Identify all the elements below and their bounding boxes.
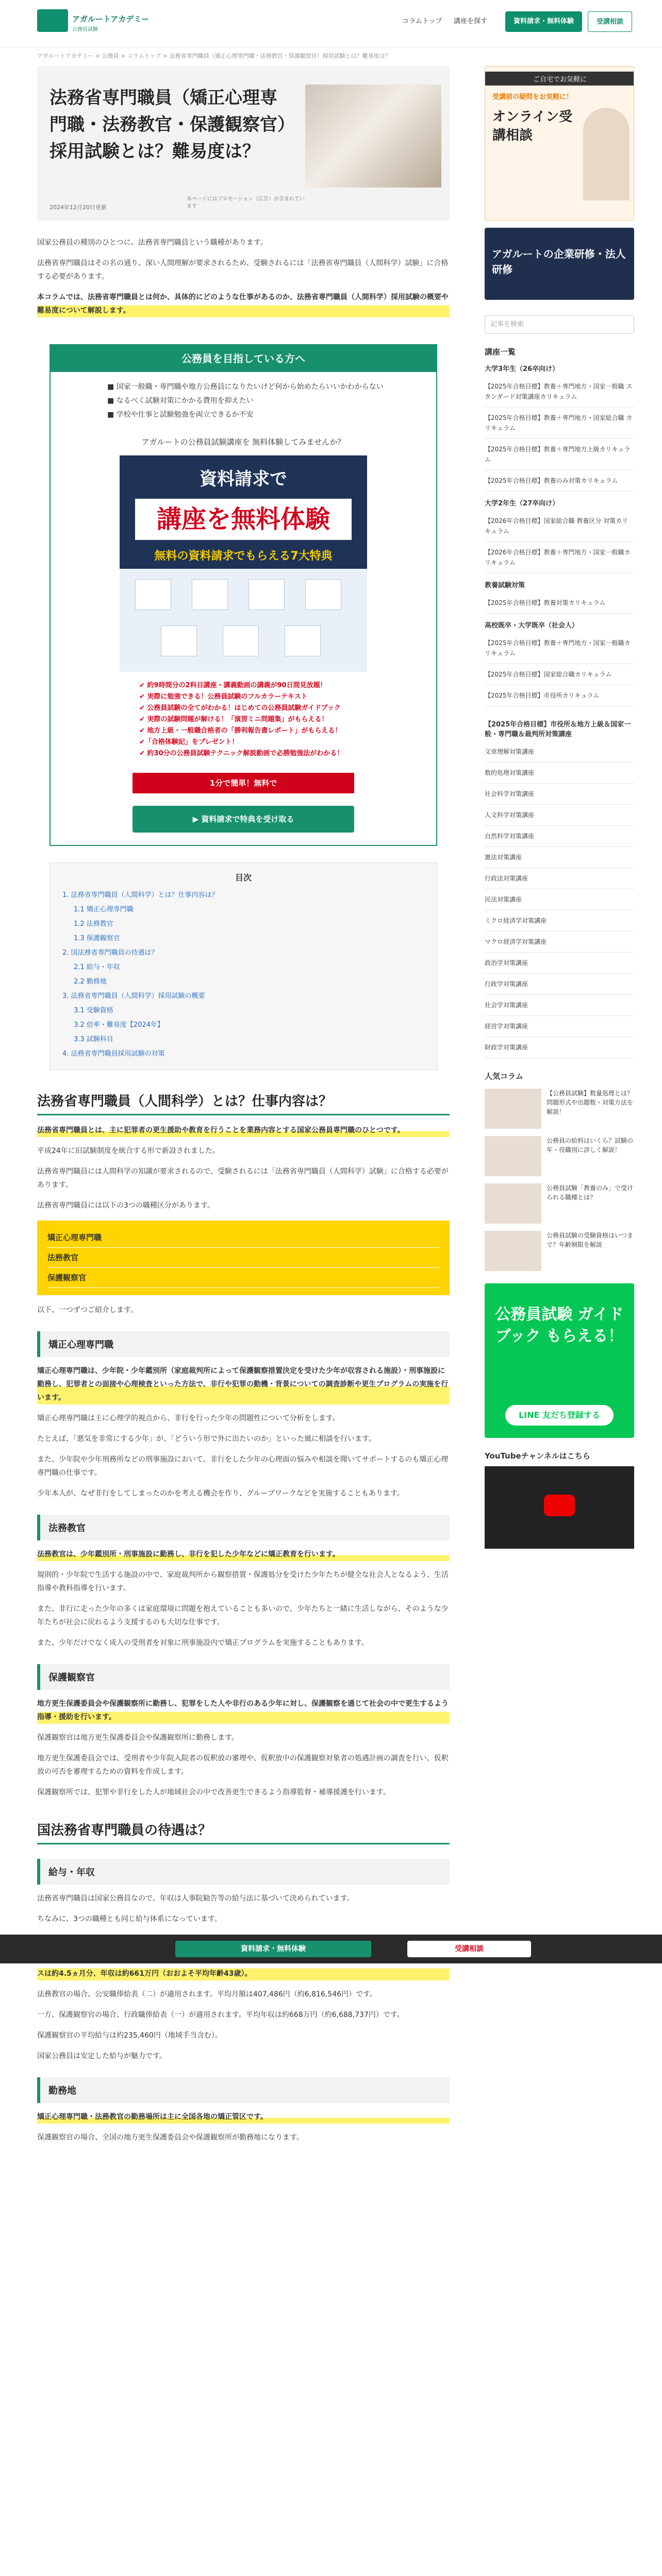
course-link[interactable]: 行政法対策講座	[485, 868, 634, 889]
course-link[interactable]: 【2026年合格目標】教養＋専門地方・国家一般職カリキュラム	[485, 542, 634, 573]
subsection-heading: 矯正心理専門職	[37, 1331, 450, 1357]
course-link[interactable]: ミクロ経済学対策講座	[485, 910, 634, 931]
benefit-item: ✔ 約9時間分の2科目講座・講義動画の講義が90日間見放題！	[139, 682, 327, 689]
popular-title: 【公務員試験】数量処理とは？問題形式や出題数・対策方法を解説！	[547, 1090, 634, 1115]
course-link[interactable]: 【2026年合格目標】国家総合職 教養区分 対策カリキュラム	[485, 511, 634, 542]
toc-item[interactable]: 4. 法務省専門職員採用試験の対策	[62, 1050, 165, 1058]
subsection-heading: 給与・年収	[37, 1859, 450, 1885]
list-item: 法務教官	[47, 1248, 439, 1268]
paragraph: 保護観察所では、犯罪や非行をした人が地域社会の中で改善更生できるよう指導監督・補導援護を行います。	[37, 1788, 390, 1797]
promo-heading: 公務員を目指している方へ	[51, 345, 436, 372]
course-link[interactable]: 【2025年合格目標】教養＋専門地方・国家一般職カリキュラム	[485, 633, 634, 664]
toc-item[interactable]: 3.2 倍率・難易度【2024年】	[74, 1021, 164, 1029]
course-link[interactable]: 【2025年合格目標】教養のみ対策カリキュラム	[485, 470, 634, 492]
paragraph: また、非行に走った少年の多くは家庭環境に問題を抱えていることも多いので、少年たちと一緒に生活しながら、そのような少年たちが社会に戻れるよう支援するのも大切な仕事です。	[37, 1605, 449, 1626]
course-link[interactable]: 人文科学対策講座	[485, 805, 634, 826]
subsection-heading: 勤務地	[37, 2077, 450, 2103]
updated-date: 2024年12月20日更新	[49, 204, 107, 211]
paragraph: 地方更生保護委員会では、受刑者や少年院入院者の仮釈放の審理や、仮釈放中の保護観察対象者の処遇計画の調査を行い、仮釈放の可否を審理するための資料を作成します。	[37, 1754, 449, 1776]
site-logo-text[interactable]: アガルートアカデミー	[72, 14, 150, 24]
course-list-heading: 講座一覧	[485, 347, 516, 357]
line-banner[interactable]	[485, 1283, 634, 1438]
popular-item[interactable]	[485, 1089, 634, 1129]
paragraph: また、少年院や少年刑務所などの刑事施設において、非行をした少年の心理面の悩みや相談を聞いてサポートするのも矯正心理専門職の仕事です。	[37, 1455, 449, 1477]
course-link[interactable]: 【2025年合格目標】教養対策カリキュラム	[485, 592, 634, 614]
cta-small-label: 1分で簡単！無料で	[133, 773, 354, 793]
toc-item[interactable]: 1.2 法務教官	[74, 920, 113, 928]
thumbnail	[485, 1183, 541, 1224]
course-link[interactable]: 文章理解対策講座	[485, 741, 634, 762]
category-title: 高校既卒・大学既卒（社会人）	[485, 622, 579, 630]
banner-lead: 受講前の疑問をお気軽に！	[492, 93, 573, 101]
popular-item[interactable]	[485, 1231, 634, 1271]
course-link[interactable]: 政治学対策講座	[485, 953, 634, 974]
site-header	[0, 0, 662, 47]
toc-item[interactable]: 2.2 勤務地	[74, 978, 107, 986]
corp-title: アガルートの企業研修・法人研修	[492, 248, 626, 276]
nav-find-course[interactable]: 講座を探す	[454, 18, 488, 25]
category-title: 教養試験対策	[485, 582, 525, 589]
intro-paragraph: 本コラムでは、法務省専門職員とは何か、具体的にどのような仕事があるのか、法務省専門職員（人間科学）採用試験の概要や難易度について解説します。	[37, 291, 450, 317]
paragraph: 矯正心理専門職は主に心理学的視点から、非行を行った少年の問題性について分析をします。	[37, 1414, 340, 1422]
popular-item[interactable]	[485, 1136, 634, 1176]
search-input[interactable]: 記事を検索	[485, 315, 634, 334]
cta-request-button[interactable]: ▶ 資料請求で特典を受け取る	[133, 806, 354, 833]
job-type-list	[37, 1221, 450, 1295]
course-link[interactable]: 行政学対策講座	[485, 974, 634, 995]
paragraph: 矯正心理専門職・法務教官の勤務場所は主に全国各地の矯正管区です。	[37, 2110, 450, 2124]
benefit-item: ✔「合格体験記」をプレゼント！	[139, 738, 239, 746]
course-link[interactable]: 憲法対策講座	[485, 847, 634, 868]
benefit-item: ✔ 約30分の公務員試験テクニック解説動画で必勝勉強法がわかる！	[139, 750, 344, 757]
paragraph: 法務省専門職員は国家公務員なので、年収は人事院勧告等の給与法に基づいて決められています。	[37, 1894, 354, 1903]
header-consult-button[interactable]: 受講相談	[588, 11, 632, 32]
ad-benefits-image	[120, 569, 367, 672]
ad-sub-text: 無料の資料請求でもらえる7大特典	[154, 550, 333, 563]
sidebar	[485, 66, 634, 1549]
course-link[interactable]: 社会科学対策講座	[485, 784, 634, 805]
popular-title: 公務員試験の受験資格はいつまで？年齢制限を解説	[547, 1232, 634, 1248]
toc-item[interactable]: 3. 法務省専門職員（人間科学）採用試験の概要	[62, 992, 205, 1000]
toc-item[interactable]: 3.3 試験科目	[74, 1036, 113, 1043]
toc-item[interactable]: 1.3 保護観察官	[74, 935, 120, 942]
nav-column-top[interactable]: コラムトップ	[402, 18, 442, 25]
course-link[interactable]: 【2025年合格目標】教養＋専門地方・国家総合職 カリキュラム	[485, 408, 634, 439]
course-link[interactable]: 【2025年合格目標】市役所カリキュラム	[485, 685, 634, 706]
course-link[interactable]: 社会学対策講座	[485, 995, 634, 1016]
paragraph: 保護観察官は地方更生保護委員会や保護観察所に勤務します。	[37, 1734, 239, 1742]
ad-title: 資料請求で	[200, 469, 287, 489]
book-icon	[305, 579, 341, 610]
course-link[interactable]: 【2025年合格目標】教養＋専門地方上級カリキュラム	[485, 439, 634, 470]
toc-item[interactable]: 3.1 受験資格	[74, 1007, 113, 1014]
paragraph: 保護観察官の場合、全国の地方更生保護委員会や保護観察所が勤務地になります。	[37, 2133, 304, 2142]
banner-title: オンライン受講相談	[492, 109, 573, 143]
course-link[interactable]: 【2025年合格目標】国家総合職カリキュラム	[485, 664, 634, 685]
book-icon	[192, 579, 228, 610]
person-image	[583, 108, 630, 200]
paragraph: 平成24年に旧試験制度を統合する形で新設されました。	[37, 1147, 220, 1155]
paragraph: 少年本人が、なぜ非行をしてしまったのかを考える機会を作り、グループワークなどを実施することもあります。	[37, 1489, 404, 1498]
subsection-heading: 法務教官	[37, 1515, 450, 1540]
site-logo-sub: 公務員試験	[72, 27, 98, 32]
promo-item: ■ なるべく試験対策にかかる費用を抑えたい	[107, 397, 254, 405]
book-icon	[161, 625, 197, 656]
breadcrumb[interactable]: アガルートアカデミー > 公務員 > コラムトップ > 法務省専門職員（矯正心理専門職・法務教官・保護観察官）採用試験とは？難易度は？	[37, 53, 391, 59]
sticky-trial-button[interactable]: 資料請求・無料体験	[175, 1941, 371, 1957]
course-link[interactable]: マクロ経済学対策講座	[485, 931, 634, 953]
category-title: 大学3年生（26卒向け）	[485, 365, 559, 373]
promotion-disclosure: 本ページにはプロモーション（広告）が含まれています	[187, 196, 305, 209]
thumbnail	[485, 1136, 541, 1176]
paragraph: 国家公務員は安定した給与が魅力です。	[37, 2052, 167, 2060]
course-link[interactable]: 経営学対策講座	[485, 1016, 634, 1037]
toc-title: 目次	[235, 873, 252, 883]
paragraph: ちなみに、3つの職種とも同じ給与体系になっています。	[37, 1915, 222, 1923]
youtube-video[interactable]	[485, 1466, 634, 1549]
section-heading: 法務省専門職員（人間科学）とは？仕事内容は？	[37, 1091, 450, 1115]
course-link[interactable]: 数的処理対策講座	[485, 762, 634, 784]
line-add-button[interactable]: LINE 友だち登録する	[505, 1405, 614, 1426]
popular-title: 公務員の給料はいくら？試験の年・役職別に詳しく解説！	[547, 1137, 634, 1154]
toc-item[interactable]: 1.1 矯正心理専門職	[74, 906, 134, 913]
subsection-heading: 保護観察官	[37, 1664, 450, 1690]
course-link[interactable]: 【2025年合格目標】教養＋専門地方・国家一般職 スタンダード対策講座カリキュラム	[485, 376, 634, 408]
line-title: 公務員試験 ガイドブック もらえる！	[495, 1306, 624, 1345]
exam-course-heading: 【2025年合格目標】市役所＆地方上級＆国家一般・専門職＆裁判所対策講座	[485, 721, 631, 738]
table-of-contents	[49, 862, 437, 1070]
header-trial-button[interactable]: 資料請求・無料体験	[505, 11, 582, 32]
play-icon	[544, 1495, 575, 1516]
list-item: 保護観察官	[47, 1268, 439, 1288]
page-title: 法務省専門職員（矯正心理専門職・法務教官・保護観察官）採用試験とは？難易度は？	[49, 88, 286, 162]
ad-main-text: 講座を無料体験	[135, 499, 352, 540]
benefit-item: ✔ 実際の試験問題が解ける！「演習ミニ問題集」がもらえる！	[139, 716, 328, 723]
benefit-item: ✔ 実際に勉強できる！公務員試験のフルカラーテキスト	[139, 693, 308, 701]
benefit-item: ✔ 公務員試験の全てがわかる！はじめての公務員試験ガイドブック	[139, 704, 341, 712]
course-link[interactable]: 自然科学対策講座	[485, 826, 634, 847]
thumbnail	[485, 1231, 541, 1271]
paragraph: 矯正心理専門職は、少年院・少年鑑別所（家庭裁判所によって保護観察措置決定を受けた少年が収容される施設）・刑事施設に勤務し、犯罪者との面接や心理検査といった方法で、非行や犯罪の動機・背景についての調査診断や更生プログラムの実施を行います。	[37, 1364, 450, 1404]
paragraph: 以下、一つずつご紹介します。	[37, 1306, 138, 1314]
paragraph: 地方更生保護委員会や保護観察所に勤務し、犯罪をした人や非行のある少年に対し、保護観察を通じて社会の中で更生するよう指導・援助を行います。	[37, 1697, 450, 1724]
paragraph: 保護観察官の平均給与は約235,460円（地域手当含む）。	[37, 2031, 222, 2040]
paragraph: 法務省専門職員とは、主に犯罪者の更生援助や教育を行うことを業務内容とする国家公務員専門職のひとつです。	[37, 1124, 450, 1137]
paragraph: 法務省専門職員には人間科学の知識が要求されるので、受験されるには「法務省専門職員（人間科学）試験」に合格する必要があります。	[37, 1167, 449, 1189]
thumbnail	[485, 1089, 541, 1129]
book-icon	[285, 625, 321, 656]
sticky-cta-bar	[0, 1935, 662, 1963]
toc-item[interactable]: 2. 国法務省専門職員の待遇は？	[62, 949, 158, 957]
popular-heading: 人気コラム	[485, 1072, 523, 1081]
paragraph: 一方、保護観察官の場合、行政職俸給表（一）が適用されます。平均年収は約668万円（約6,688,737円）です。	[37, 2011, 404, 2019]
main-article	[37, 66, 450, 2151]
paragraph: 規則的・少年院で生活する施設の中で、家庭裁判所から観察措置・保護処分を受けた少年たちが健全な社会人となるよう、生活指導や教科指導を行います。	[37, 1571, 449, 1592]
paragraph: スは約4.5ヵ月分、年収は約661万円（おおよそ平均年齢43歳）。	[37, 1954, 450, 1980]
book-icon	[135, 579, 171, 610]
benefit-item: ✔ 地方上級・一般職合格者の「勝利報告書レポート」がもらえる！	[139, 727, 342, 735]
paragraph: 法務教官は、少年鑑別所・刑事施設に勤務し、非行を犯した少年などに矯正教育を行います。	[37, 1548, 450, 1561]
banner-top: ご自宅でお気軽に	[485, 72, 634, 86]
course-link[interactable]: 民法対策講座	[485, 889, 634, 910]
sticky-consult-button[interactable]: 受講相談	[407, 1941, 531, 1957]
intro-paragraph: 法務省専門職員はその名の通り、深い人間理解が要求されるため、受験されるには「法務省専門職員（人間科学）試験」に合格する必要があります。	[37, 259, 449, 281]
title-image	[305, 84, 441, 188]
toc-item[interactable]: 2.1 給与・年収	[74, 963, 120, 971]
popular-title: 公務員試験「教養のみ」で受けられる職種とは？	[547, 1184, 634, 1201]
paragraph: 法務教官の場合、公安職俸給表（二）が適用されます。平均月額は407,486円（約6,816,546円）です。	[37, 1990, 377, 1998]
paragraph: また、少年だけでなく成人の受刑者を対象に刑事施設内で矯正プログラムを実施することもあります。	[37, 1639, 369, 1647]
paragraph: たとえば、「悪気を非常にする少年」が、「どういう形で外に出たいのか」といった風に相談を行います。	[37, 1435, 376, 1443]
course-link[interactable]: 財政学対策講座	[485, 1037, 634, 1058]
intro-paragraph: 国家公務員の種別のひとつに、法務省専門職員という職種があります。	[37, 239, 268, 247]
category-title: 大学2年生（27卒向け）	[485, 500, 559, 507]
promo-item: ■ 学校や仕事と試験勉強を両立できるか不安	[107, 411, 254, 419]
promo-box	[49, 344, 437, 846]
toc-item[interactable]: 1. 法務省専門職員（人間科学）とは？仕事内容は？	[62, 891, 219, 899]
youtube-heading: YouTubeチャンネルはこちら	[485, 1451, 590, 1461]
promo-item: ■ 国家一般職・専門職や地方公務員になりたいけど何から始めたらいいかわからない	[107, 383, 384, 391]
site-logo-icon[interactable]	[37, 9, 68, 32]
corporate-training-banner[interactable]	[485, 228, 634, 300]
promo-ad-banner[interactable]	[120, 455, 367, 569]
popular-item[interactable]	[485, 1183, 634, 1224]
book-icon	[223, 625, 259, 656]
section-heading: 国法務省専門職員の待遇は？	[37, 1820, 450, 1844]
book-icon	[249, 579, 285, 610]
title-box	[37, 66, 450, 221]
paragraph: 法務省専門職員には以下の3つの職種区分があります。	[37, 1201, 214, 1210]
online-consult-banner[interactable]	[485, 66, 634, 221]
promo-free-line: アガルートの公務員試験講座を 無料体験してみませんか？	[141, 437, 345, 447]
list-item: 矯正心理専門職	[47, 1228, 439, 1248]
